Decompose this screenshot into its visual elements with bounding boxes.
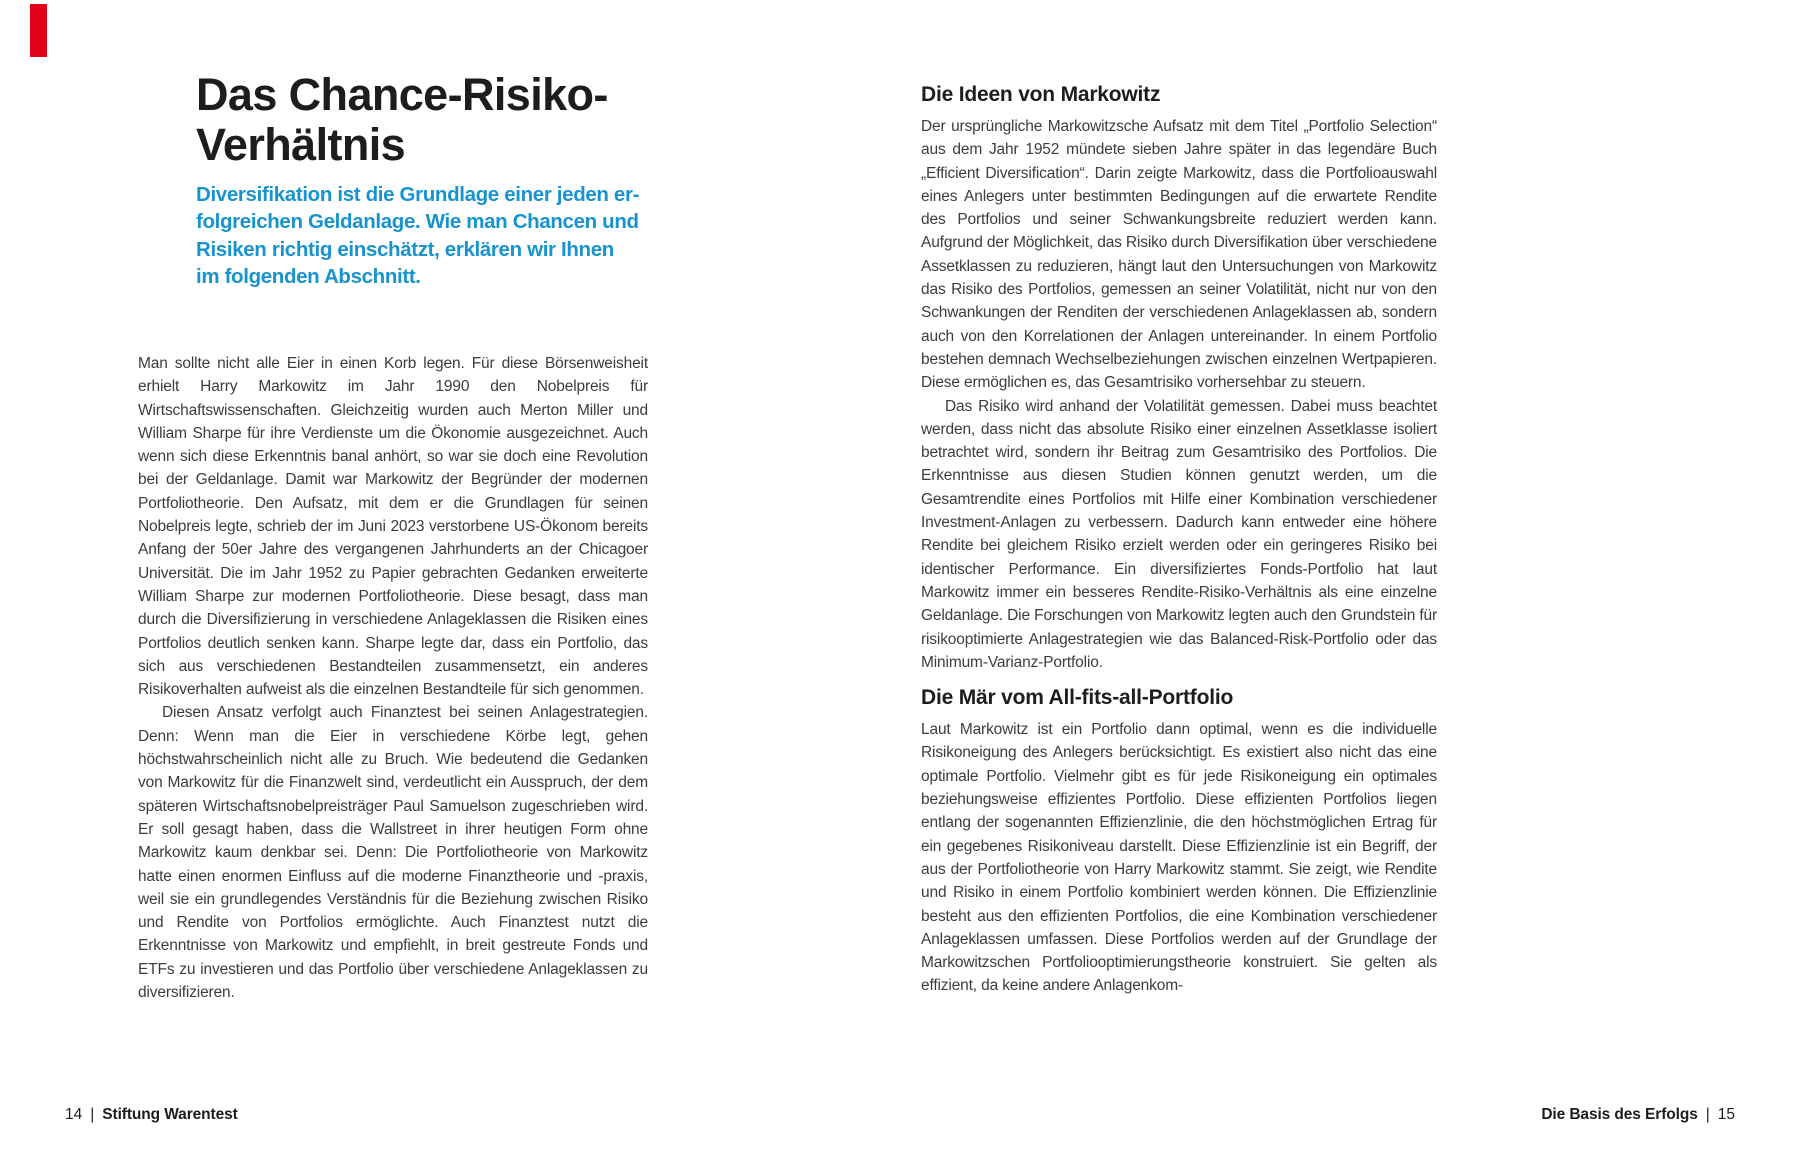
footer-label-left: Stiftung Warentest — [102, 1106, 238, 1123]
footer-left — [65, 1106, 238, 1124]
page-intro-line: folgreichen Geldanlage. Wie man Chancen und — [196, 210, 639, 234]
left-page-body — [138, 352, 648, 1004]
section-body-all-fits-all — [921, 718, 1437, 998]
footer-label-right: Die Basis des Erfolgs — [1541, 1106, 1698, 1123]
body-paragraph: Der ursprüngliche Markowitzsche Aufsatz mit dem Titel „Portfolio Selection“ aus dem Jahr 1952 mündete sieben Jahre später in das legendäre Buch „Efficient Diversification“. Darin zeigte Markowitz, dass die Portfolioauswahl eines Anlegers unter bestimmten Bedingungen auf die erwartete Rendite des Portfolios und seiner Schwankungsbreite reduziert werden kann. Aufgrund der Möglichkeit, das Risiko durch Diversifikation über verschiedene Assetklassen zu reduzieren, hängt laut den Untersuchungen von Markowitz das Risiko des Portfolios, gemessen an seiner Volatilität, nicht nur von den Schwankungen der Renditen der verschiedenen Anlageklassen ab, sondern auch von den Korrelationen der Anlagen untereinander. In einem Portfolio bestehen demnach Wechselbeziehungen zwischen einzelnen Wertpapieren. Diese ermöglichen es, das Gesamtrisiko vorhersehbar zu steuern. — [921, 118, 1437, 392]
page-number-left: 14 — [65, 1106, 83, 1123]
section-heading-all-fits-all: Die Mär vom All-fits-all-Portfolio — [921, 686, 1234, 710]
body-paragraph: Diesen Ansatz verfolgt auch Finanztest bei seinen Anlagestrategien. Denn: Wenn man die Eier in verschiedene Körbe legt, gehen höchstwahrscheinlich nicht alle zu Bruch. Wie bedeutend die Gedanken von Markowitz für die Finanzwelt sind, verdeutlicht ein Ausspruch, der dem späteren Wirtschaftsnobelpreisträger Paul Samuelson zugeschrieben wird. Er soll gesagt haben, dass die Wallstreet in ihrer heutigen Form ohne Markowitz kaum denkbar sei. Denn: Die Portfoliotheorie von Markowitz hatte einen enormen Einfluss auf die moderne Finanztheorie und -praxis, weil sie ein grundlegendes Verständnis für die Beziehung zwischen Risiko und Rendite von Portfolios ermöglichte. Auch Finanztest nutzt die Erkenntnisse von Markowitz und empfiehlt, in breit gestreute Fonds und ETFs zu investieren und das Portfolio über verschiedene Anlageklassen zu diversifizieren. — [138, 704, 648, 1002]
page-title-line: Verhältnis — [196, 119, 406, 170]
footer-separator: | — [1705, 1106, 1710, 1123]
page-title — [196, 70, 608, 170]
page-number-right: 15 — [1717, 1106, 1735, 1123]
right-page — [921, 82, 1437, 998]
section-heading-markowitz: Die Ideen von Markowitz — [921, 83, 1161, 106]
chapter-edge-tab — [30, 4, 47, 57]
page-intro-line: im folgenden Abschnitt. — [196, 265, 421, 289]
body-paragraph: Laut Markowitz ist ein Portfolio dann optimal, wenn es die individuelle Risikoneigung des Anlegers berücksichtigt. Es existiert also nicht das eine optimale Portfolio. Vielmehr gibt es für jede Risikoneigung ein optimales beziehungsweise effizientes Portfolio. Diese effizienten Portfolios liegen entlang der sogenannten Effizienzlinie, die den höchstmöglichen Ertrag für ein gegebenes Risikoniveau darstellt. Diese Effizienzlinie ist ein Begriff, der aus der Portfoliotheorie von Harry Markowitz stammt. Sie zeigt, wie Rendite und Risiko in einem Portfolio kombiniert werden können. Die Effizienzlinie besteht aus den effizienten Portfolios, die eine Kombination verschiedener Anlageklassen umfassen. Diese Portfolios werden auf der Grundlage der Markowitzschen Portfoliooptimierungstheorie konstruiert. Sie gelten als effizient, da keine andere Anlagenkom- — [921, 721, 1437, 995]
page-title-line: Das Chance-Risiko- — [196, 69, 608, 120]
footer-separator: | — [90, 1106, 95, 1123]
body-paragraph: Das Risiko wird anhand der Volatilität gemessen. Dabei muss beachtet werden, dass nicht das absolute Risiko einer einzelnen Assetklasse isoliert betrachtet wird, sondern ihr Beitrag zum Gesamtrisiko des Portfolios. Die Erkenntnisse aus diesen Studien können genutzt werden, um die Gesamtrendite eines Portfolios mit Hilfe einer Kombination verschiedener Investment-Anlagen zu verbessern. Dadurch kann entweder eine höhere Rendite bei gleichem Risiko erzielt werden oder ein geringeres Risiko bei identischer Performance. Ein diversifiziertes Fonds-Portfolio hat laut Markowitz immer ein besseres Rendite-Risiko-Verhältnis als eine einzelne Geldanlage. Die Forschungen von Markowitz legten auch den Grundstein für risikooptimierte Anlagestrategien wie das Balanced-Risk-Portfolio oder das Minimum-Varianz-Portfolio. — [921, 397, 1437, 671]
page-intro-line: Diversifikation ist die Grundlage einer jeden er- — [196, 183, 640, 206]
left-page — [138, 0, 648, 1173]
body-paragraph: Man sollte nicht alle Eier in einen Korb legen. Für diese Börsenweisheit erhielt Harry Markowitz im Jahr 1990 den Nobelpreis für Wirtschaftswissenschaften. Gleichzeitig wurden auch Merton Miller und William Sharpe für ihre Verdienste um die Ökonomie ausgezeichnet. Auch wenn sich diese Erkenntnis banal anhört, so war sie doch eine Revolution bei der Geldanlage. Damit war Markowitz der Begründer der modernen Portfoliotheorie. Den Aufsatz, mit dem er die Grundlagen für seinen Nobelpreis legte, schrieb der im Juni 2023 verstorbene US-Ökonom bereits Anfang der 50er Jahre des vergangenen Jahrhunderts an der Chicagoer Universität. Die im Jahr 1952 zu Papier gebrachten Gedanken erweiterte William Sharpe zur modernen Portfoliotheorie. Diese besagt, dass man durch die Diversifizierung in verschiedene Anlageklassen die Risiken eines Portfolios deutlich senken kann. Sharpe legte dar, dass ein Portfolio, das sich aus verschiedenen Bestandteilen zusammensetzt, ein anderes Risikoverhalten aufweist als die einzelnen Bestandteile für sich genommen. — [138, 355, 648, 699]
footer-right — [1541, 1106, 1735, 1124]
page-intro-line: Risiken richtig einschätzt, erklären wir Ihnen — [196, 237, 614, 261]
page-intro — [196, 181, 639, 291]
section-body-markowitz — [921, 115, 1437, 674]
